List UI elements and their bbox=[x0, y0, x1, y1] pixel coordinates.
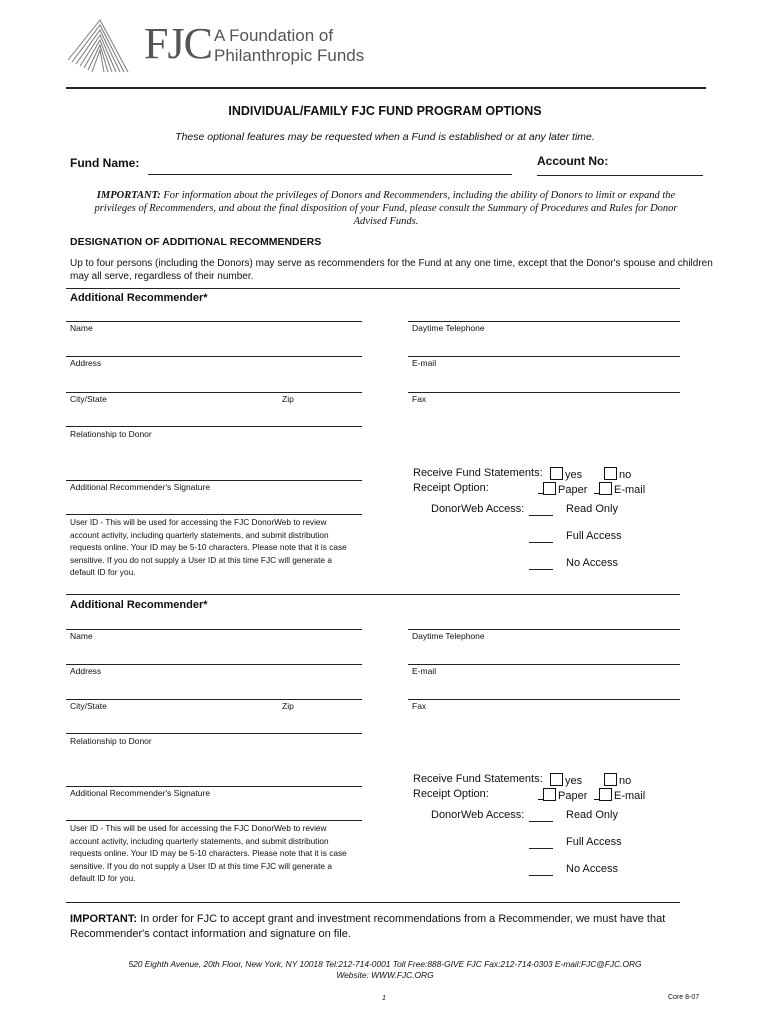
recommender-block-1 bbox=[0, 292, 770, 592]
email-opt-label: E-mail bbox=[614, 790, 646, 802]
email-field[interactable] bbox=[408, 664, 680, 665]
no-label: no bbox=[619, 469, 632, 481]
recommender-heading: Additional Recommender* bbox=[70, 599, 208, 611]
receipt-email-option[interactable] bbox=[594, 788, 645, 802]
receipt-label: Receipt Option: bbox=[413, 482, 489, 494]
block-divider bbox=[66, 594, 680, 595]
read-only-blank[interactable] bbox=[529, 515, 553, 516]
relationship-field[interactable] bbox=[66, 733, 362, 734]
full-access-blank[interactable] bbox=[529, 848, 553, 849]
yes-label: yes bbox=[565, 469, 583, 481]
address-label: Address bbox=[70, 666, 102, 676]
logo-wordmark: FJC bbox=[144, 19, 212, 68]
phone-label: Daytime Telephone bbox=[412, 323, 485, 333]
section-intro bbox=[70, 257, 720, 283]
checkbox[interactable] bbox=[550, 467, 563, 480]
name-label: Name bbox=[70, 631, 93, 641]
statements-no-option[interactable] bbox=[604, 467, 631, 481]
read-only-blank[interactable] bbox=[529, 821, 553, 822]
statements-yes-option[interactable] bbox=[550, 773, 582, 787]
userid-line-1: User ID - This will be used for accessing the FJC DonorWeb to review bbox=[70, 823, 327, 833]
checkbox[interactable] bbox=[604, 467, 617, 480]
receipt-paper-option[interactable] bbox=[538, 482, 587, 496]
userid-line-3: requests online. Your ID may be 5-10 characters. Please note that it is case bbox=[70, 848, 347, 859]
important-lead: IMPORTANT: bbox=[96, 190, 161, 201]
footer-important-body-1: In order for FJC to accept grant and investment recommendations from a Recommender, we must have that bbox=[137, 913, 666, 925]
footer-rule bbox=[66, 902, 680, 903]
full-access-blank[interactable] bbox=[529, 542, 553, 543]
signature-label: Additional Recommender's Signature bbox=[70, 788, 211, 798]
phone-field[interactable] bbox=[408, 629, 680, 630]
city-state-label: City/State bbox=[70, 394, 107, 404]
statements-label: Receive Fund Statements: bbox=[413, 773, 543, 785]
zip-label: Zip bbox=[282, 394, 294, 404]
receipt-email-option[interactable] bbox=[594, 482, 645, 496]
yes-label: yes bbox=[565, 775, 583, 787]
email-label: E-mail bbox=[412, 666, 437, 676]
footer-address: 520 Eighth Avenue, 20th Floor, New York, NY 10018 Tel:212-714-0001 Toll Free:888-GIVE FJC Fax:212-714-0303 E-mail:FJC@FJC.ORG bbox=[128, 959, 642, 969]
read-only-label: Read Only bbox=[566, 809, 618, 821]
checkbox[interactable] bbox=[550, 773, 563, 786]
logo-tagline-1: A Foundation of bbox=[214, 26, 334, 45]
userid-line-3: requests online. Your ID may be 5-10 characters. Please note that it is case bbox=[70, 542, 347, 553]
address-label: Address bbox=[70, 358, 102, 368]
phone-field[interactable] bbox=[408, 321, 680, 322]
userid-field[interactable] bbox=[66, 514, 362, 515]
fax-label: Fax bbox=[412, 701, 427, 711]
userid-line-5: default ID for you. bbox=[70, 873, 136, 884]
signature-label: Additional Recommender's Signature bbox=[70, 482, 211, 492]
read-only-label: Read Only bbox=[566, 503, 618, 515]
account-no-label: Account No: bbox=[537, 154, 609, 168]
important-body-2: privileges of Recommenders, and about the final disposition of your Fund, please consult the Summary of Procedures and Rules for Donor bbox=[94, 203, 678, 214]
checkbox[interactable] bbox=[599, 788, 612, 801]
receipt-paper-option[interactable] bbox=[538, 788, 587, 802]
address-field[interactable] bbox=[66, 356, 362, 357]
userid-line-1: User ID - This will be used for accessing the FJC DonorWeb to review bbox=[70, 517, 327, 527]
no-label: no bbox=[619, 775, 632, 787]
statements-yes-option[interactable] bbox=[550, 467, 582, 481]
userid-note bbox=[70, 822, 363, 885]
userid-line-2: account activity, including quarterly statements, and submit distribution bbox=[70, 835, 329, 846]
recommender-heading: Additional Recommender* bbox=[70, 292, 208, 304]
checkbox[interactable] bbox=[543, 788, 556, 801]
important-body-3: Advised Funds. bbox=[353, 216, 419, 227]
footer-important-lead: IMPORTANT: bbox=[70, 913, 138, 925]
fund-name-label: Fund Name: bbox=[70, 156, 140, 170]
name-label: Name bbox=[70, 323, 93, 333]
section-intro-2: may all serve, regardless of their number. bbox=[70, 271, 254, 282]
paper-label: Paper bbox=[558, 790, 588, 802]
statements-label: Receive Fund Statements: bbox=[413, 467, 543, 479]
logo-mark-icon bbox=[66, 14, 146, 76]
city-state-field[interactable] bbox=[66, 392, 362, 393]
footer-website: Website: WWW.FJC.ORG bbox=[336, 970, 434, 980]
section-intro-1: Up to four persons (including the Donors) may serve as recommenders for the Fund at any one time, except that the Donor's spouse and children bbox=[70, 258, 713, 269]
signature-field[interactable] bbox=[66, 786, 362, 787]
userid-line-4: sensitive. If you do not supply a User ID at this time FJC will generate a bbox=[70, 860, 332, 871]
header-rule bbox=[66, 87, 706, 89]
fax-label: Fax bbox=[412, 394, 427, 404]
fax-field[interactable] bbox=[408, 699, 680, 700]
donorweb-label: DonorWeb Access: bbox=[431, 809, 525, 821]
userid-note bbox=[70, 516, 363, 579]
important-note bbox=[70, 189, 702, 228]
signature-field[interactable] bbox=[66, 480, 362, 481]
footer-important-note bbox=[70, 912, 710, 942]
section-rule bbox=[66, 288, 680, 289]
address-field[interactable] bbox=[66, 664, 362, 665]
section-heading: DESIGNATION OF ADDITIONAL RECOMMENDERS bbox=[70, 236, 322, 248]
recommender-block-2 bbox=[0, 599, 770, 899]
phone-label: Daytime Telephone bbox=[412, 631, 485, 641]
zip-label: Zip bbox=[282, 701, 294, 711]
statements-no-option[interactable] bbox=[604, 773, 631, 787]
relationship-field[interactable] bbox=[66, 426, 362, 427]
footer-important-body-2: Recommender's contact information and signature on file. bbox=[70, 928, 351, 940]
userid-line-5: default ID for you. bbox=[70, 567, 136, 578]
email-opt-label: E-mail bbox=[614, 484, 646, 496]
receipt-label: Receipt Option: bbox=[413, 788, 489, 800]
full-access-label: Full Access bbox=[566, 836, 622, 848]
userid-line-2: account activity, including quarterly statements, and submit distribution bbox=[70, 529, 329, 540]
userid-line-4: sensitive. If you do not supply a User ID at this time FJC will generate a bbox=[70, 554, 332, 565]
fax-field[interactable] bbox=[408, 392, 680, 393]
account-no-field[interactable] bbox=[537, 175, 703, 176]
no-access-blank[interactable] bbox=[529, 569, 553, 570]
relationship-label: Relationship to Donor bbox=[70, 736, 152, 746]
fund-name-field[interactable] bbox=[148, 174, 512, 175]
page-number: 1 bbox=[382, 995, 386, 1002]
logo-tagline-2: Philanthropic Funds bbox=[214, 46, 365, 65]
form-code: Core 8-07 bbox=[668, 994, 700, 1001]
name-field[interactable] bbox=[66, 629, 362, 630]
form-title: INDIVIDUAL/FAMILY FJC FUND PROGRAM OPTIONS bbox=[228, 104, 542, 118]
city-state-label: City/State bbox=[70, 701, 107, 711]
checkbox[interactable] bbox=[543, 482, 556, 495]
name-field[interactable] bbox=[66, 321, 362, 322]
no-access-label: No Access bbox=[566, 557, 618, 569]
email-label: E-mail bbox=[412, 358, 437, 368]
donorweb-label: DonorWeb Access: bbox=[431, 503, 525, 515]
city-state-field[interactable] bbox=[66, 699, 362, 700]
checkbox[interactable] bbox=[599, 482, 612, 495]
form-subtitle: These optional features may be requested when a Fund is established or at any later time. bbox=[175, 131, 595, 143]
fjc-logo bbox=[66, 12, 366, 82]
full-access-label: Full Access bbox=[566, 530, 622, 542]
no-access-label: No Access bbox=[566, 863, 618, 875]
no-access-blank[interactable] bbox=[529, 875, 553, 876]
relationship-label: Relationship to Donor bbox=[70, 429, 152, 439]
userid-field[interactable] bbox=[66, 820, 362, 821]
checkbox[interactable] bbox=[604, 773, 617, 786]
email-field[interactable] bbox=[408, 356, 680, 357]
paper-label: Paper bbox=[558, 484, 588, 496]
important-body-1: For information about the privileges of Donors and Recommenders, including the ability of Donors to limit or expand the bbox=[160, 190, 676, 201]
